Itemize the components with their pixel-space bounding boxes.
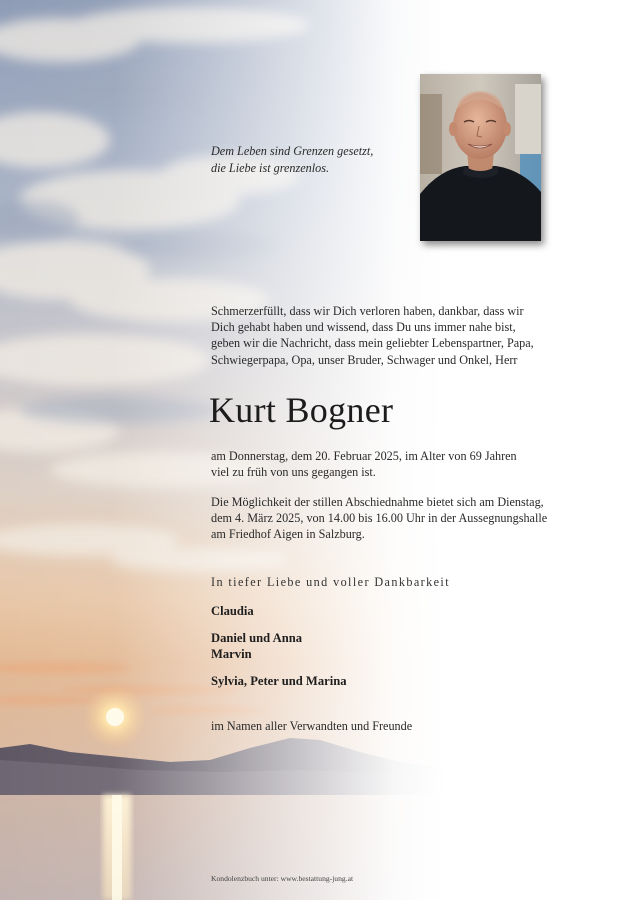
mourner-name: Daniel und Anna (211, 631, 302, 645)
deceased-name: Kurt Bogner (209, 390, 394, 430)
farewell-line: Die Möglichkeit der stillen Abschiednahme bietet sich am Dienstag, (211, 495, 544, 509)
intro-line: Dich gehabt haben und wissend, dass Du uns immer nahe bist, (211, 320, 516, 335)
mourner-name: Claudia (211, 604, 254, 618)
quote-line-1: Dem Leben sind Grenzen gesetzt, (211, 144, 374, 158)
death-notice-line: viel zu früh von uns gegangen ist. (211, 465, 376, 480)
memorial-quote (211, 143, 411, 177)
mourner-name: Sylvia, Peter und Marina (211, 673, 347, 688)
portrait-illustration (420, 74, 541, 241)
mourner-group (211, 674, 511, 690)
intro-line: geben wir die Nachricht, dass mein geliebter Lebenspartner, Papa, (211, 336, 534, 351)
closing-line: In tiefer Liebe und voller Dankbarkeit (211, 575, 450, 589)
relatives-line: im Namen aller Verwandten und Freunde (211, 719, 413, 733)
death-notice (211, 448, 561, 480)
intro-line: Schmerzerfüllt, dass wir Dich verloren haben, dankbar, dass wir (211, 304, 524, 318)
mourner-name: Marvin (211, 646, 252, 661)
quote-line-2: die Liebe ist grenzenlos. (211, 161, 330, 175)
mourner-group (211, 604, 511, 620)
mourner-group (211, 631, 511, 662)
farewell-line: dem 4. März 2025, von 14.00 bis 16.00 Uhr in der Aussegnungshalle (211, 511, 548, 526)
farewell-line: am Friedhof Aigen in Salzburg. (211, 527, 365, 542)
portrait-photo (420, 74, 541, 241)
mourners-list (211, 604, 511, 701)
farewell-info (211, 494, 561, 543)
intro-text (211, 303, 551, 368)
intro-line: Schwiegerpapa, Opa, unser Bruder, Schwager und Onkel, Herr (211, 352, 518, 367)
death-notice-line: am Donnerstag, dem 20. Februar 2025, im Alter von 69 Jahren (211, 449, 517, 463)
condolence-book-link[interactable]: Kondolenzbuch unter: www.bestattung-jung.at (211, 874, 354, 883)
